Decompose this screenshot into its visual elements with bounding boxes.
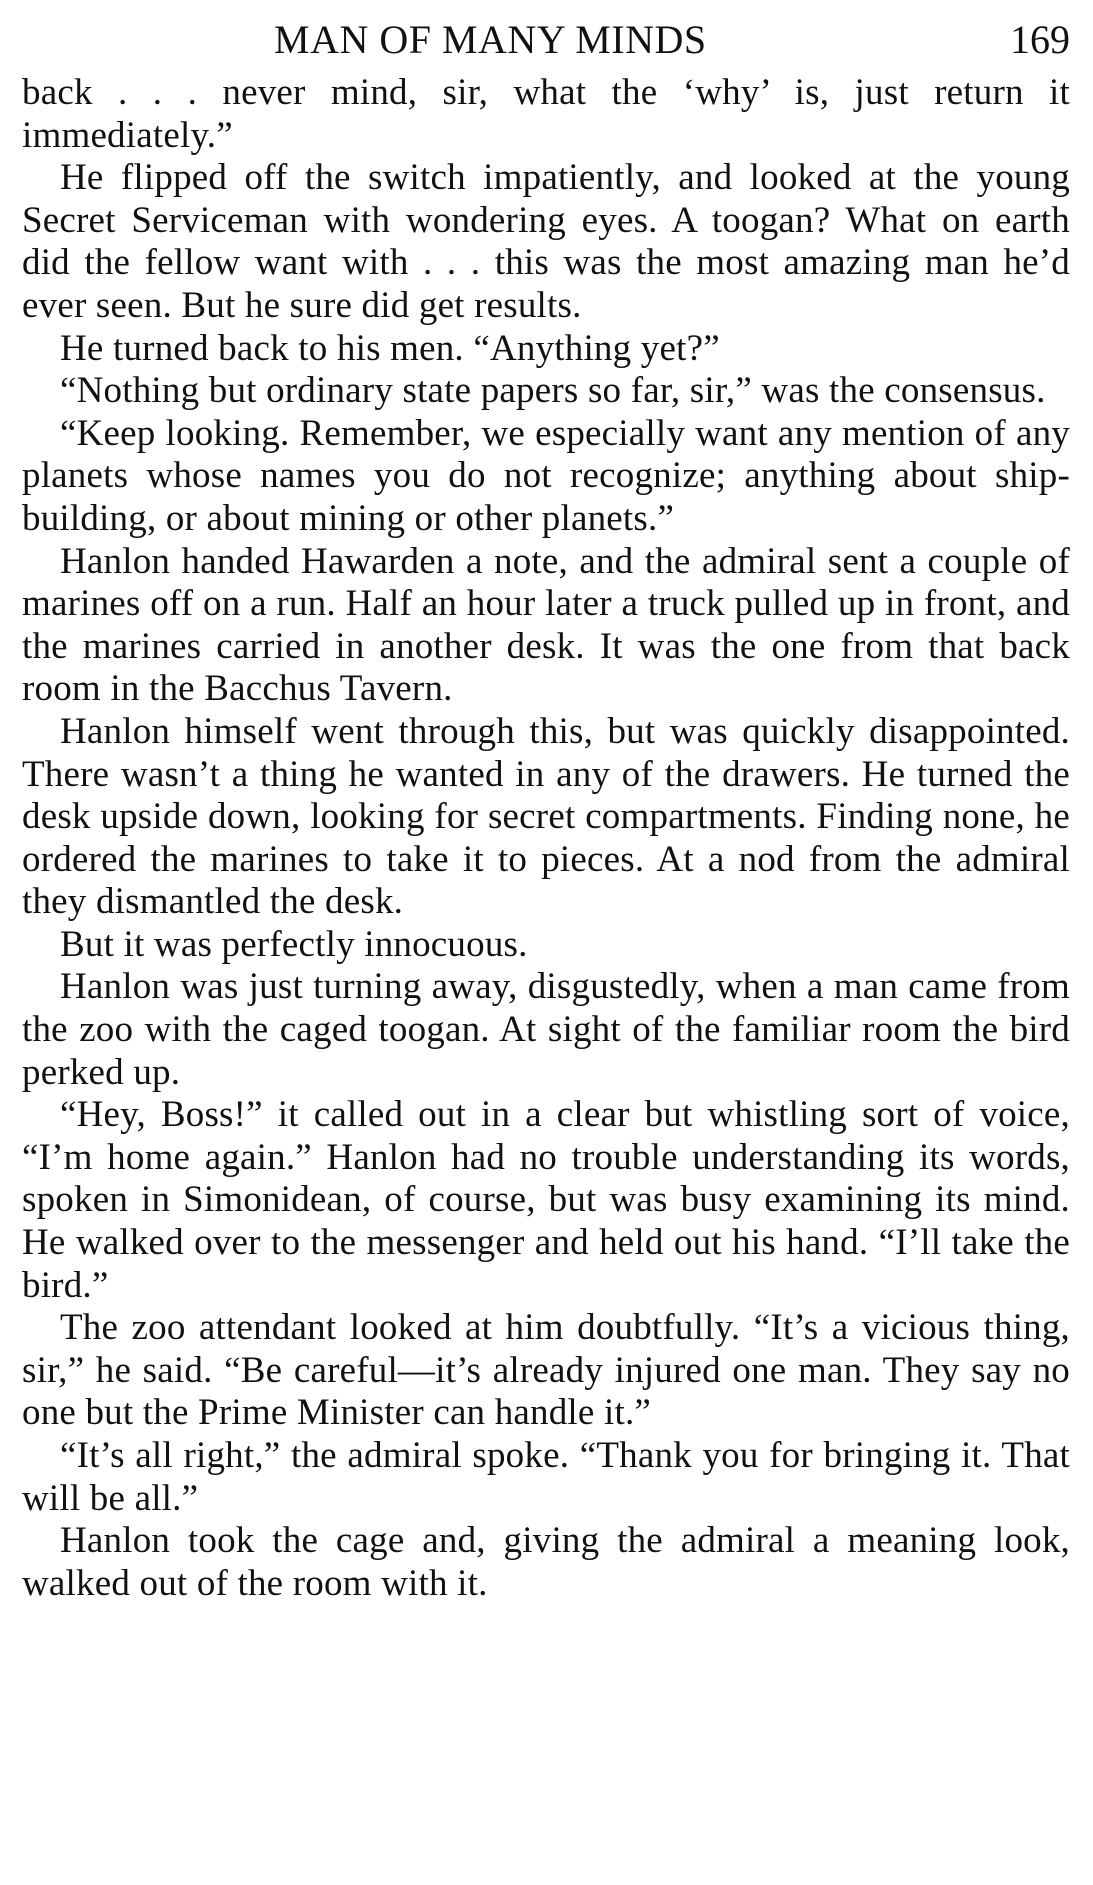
paragraph: back . . . never mind, sir, what the ‘why’ is, just return it immediately.” <box>22 72 1070 156</box>
paragraph: “It’s all right,” the admiral spoke. “Thank you for bringing it. That will be all.” <box>22 1435 1070 1519</box>
book-page <box>22 14 1070 1605</box>
page-number: 169 <box>1010 17 1070 62</box>
paragraph: “Hey, Boss!” it called out in a clear but whistling sort of voice, “I’m home again.” Hanlon had no trouble understanding its words, spoken in Simonidean, of course, but was busy examining its mind. He walked over to the messenger and held out his hand. “I’ll take the bird.” <box>22 1094 1070 1306</box>
paragraph: The zoo attendant looked at him doubtfully. “It’s a vicious thing, sir,” he said. “Be careful—it’s already injured one man. They say no one but the Prime Minister can handle it.” <box>22 1307 1070 1434</box>
paragraph: “Nothing but ordinary state papers so far, sir,” was the consensus. <box>60 370 1046 412</box>
paragraph: Hanlon himself went through this, but was quickly disappointed. There wasn’t a thing he wanted in any of the drawers. He turned the desk upside down, looking for secret compartments. Finding none, he ordered the marines to take it to pieces. At a nod from the admiral they dismantled the desk. <box>22 710 1070 923</box>
paragraph: He turned back to his men. “Anything yet?” <box>60 327 720 369</box>
paragraph: Hanlon handed Hawarden a note, and the admiral sent a couple of marines off on a run. Half an hour later a truck pulled up in front, and the marines carried in another desk. It was the one from that back room in the Bacchus Tavern. <box>22 540 1070 710</box>
page-header <box>22 14 1070 66</box>
running-head: MAN OF MANY MINDS <box>274 17 707 62</box>
paragraph: But it was perfectly innocuous. <box>60 923 528 965</box>
body-text <box>22 72 1070 1605</box>
paragraph: Hanlon was just turning away, disgustedly, when a man came from the zoo with the caged toogan. At sight of the familiar room the bird perked up. <box>22 966 1070 1093</box>
paragraph: He flipped off the switch impatiently, and looked at the young Secret Serviceman with wondering eyes. A toogan? What on earth did the fellow want with . . . this was the most amazing man he’d ever seen. But he sure did get results. <box>22 157 1070 326</box>
paragraph: “Keep looking. Remember, we especially want any mention of any planets whose names you do not recognize; anything about ship-building, or about mining or other planets.” <box>22 412 1070 539</box>
paragraph: Hanlon took the cage and, giving the admiral a meaning look, walked out of the room with it. <box>22 1520 1070 1604</box>
